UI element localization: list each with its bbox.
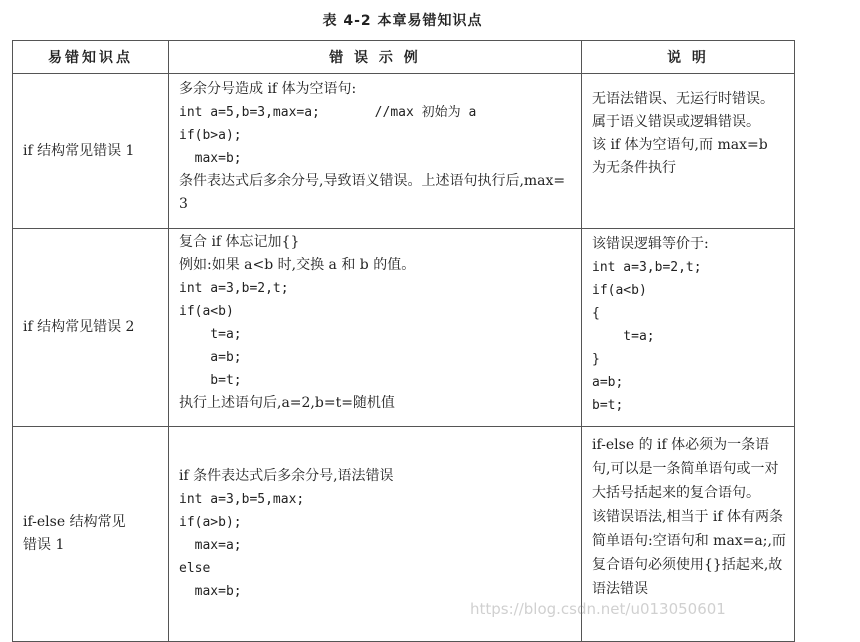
table-caption: 表 4-2 本章易错知识点 — [322, 13, 483, 29]
watermark-url: https://blog.csdn.net/u013050601 — [470, 600, 726, 618]
example-note: 条件表达式后多余分号,导致语义错误。上述语句执行后,max=3 — [179, 173, 566, 212]
header-error-example: 错 误 示 例 — [169, 41, 582, 74]
explanation-text: 该错误语法,相当于 if 体有两条简单语句:空语句和 max=a;,而复合语句必须使用{}括起来,故语法错误 — [592, 509, 786, 597]
example-cell — [169, 229, 582, 427]
example-subtitle: 例如:如果 a<b 时,交换 a 和 b 的值。 — [179, 257, 416, 273]
code-line: max=b; — [179, 584, 242, 599]
example-note: 执行上述语句后,a=2,b=t=随机值 — [179, 395, 395, 411]
error-knowledge-table — [12, 40, 795, 642]
code-line: int a=3,b=2,t; — [179, 281, 289, 296]
table-row — [13, 229, 795, 427]
example-title: 多余分号造成 if 体为空语句: — [179, 81, 357, 97]
row-label-text: if 结构常见错误 1 — [23, 142, 135, 159]
explanation-cell — [582, 229, 795, 427]
code-line: t=a; — [179, 327, 242, 342]
code-line: int a=3,b=5,max; — [179, 492, 305, 507]
code-line: a=b; — [179, 350, 242, 365]
code-line: a=b; — [592, 375, 624, 390]
explanation-text: if-else 的 if 体必须为一条语句,可以是一条简单语句或一对大括号括起来的复合语句。 — [592, 437, 779, 501]
row-label-text: if-else 结构常见 — [23, 514, 126, 530]
code-line: } — [592, 352, 600, 367]
code-line: b=t; — [179, 373, 242, 388]
code-line: t=a; — [592, 329, 655, 344]
code-line: b=t; — [592, 398, 624, 413]
code-line: if(a<b) — [179, 304, 234, 319]
explanation-title: 该错误逻辑等价于: — [592, 236, 709, 252]
code-line: max=a; — [179, 538, 242, 553]
code-line: { — [592, 306, 600, 321]
code-line: else — [179, 561, 211, 576]
header-error-point: 易错知识点 — [13, 41, 169, 74]
explanation-text: 该 if 体为空语句,而 max=b 为无条件执行 — [592, 137, 768, 176]
explanation-cell — [582, 74, 795, 229]
code-line: int a=3,b=2,t; — [592, 260, 702, 275]
row-label-text: 错误 1 — [23, 537, 65, 553]
code-line: max=b; — [179, 151, 242, 166]
header-explanation: 说 明 — [582, 41, 795, 74]
row-label — [13, 74, 169, 229]
example-cell — [169, 74, 582, 229]
table-row — [13, 74, 795, 229]
row-label-text: if 结构常见错误 2 — [23, 319, 135, 335]
explanation-text: 无语法错误、无运行时错误。属于语义错误或逻辑错误。 — [592, 91, 774, 130]
code-line: if(a<b) — [592, 283, 647, 298]
example-title: if 条件表达式后多余分号,语法错误 — [179, 468, 394, 484]
example-title: 复合 if 体忘记加{} — [179, 234, 300, 250]
code-line: if(b>a); — [179, 128, 242, 143]
code-line: int a=5,b=3,max=a; //max 初始为 a — [179, 105, 477, 120]
code-line: if(a>b); — [179, 515, 242, 530]
row-label — [13, 427, 169, 642]
row-label — [13, 229, 169, 427]
table-header-row — [13, 41, 795, 74]
